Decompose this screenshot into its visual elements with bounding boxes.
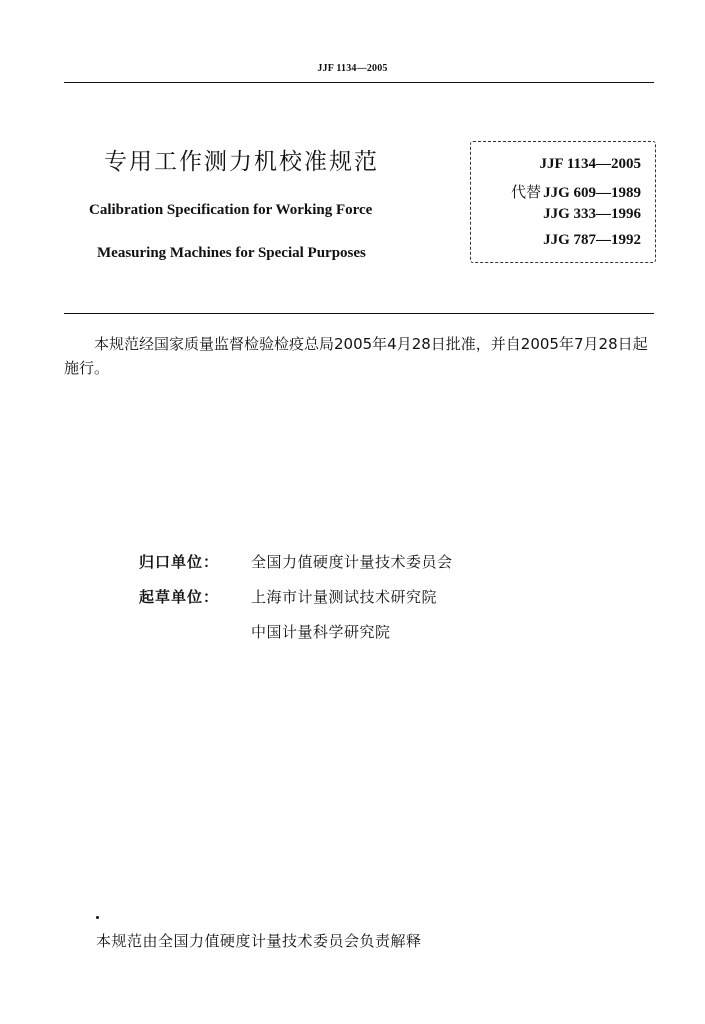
- standard-code-box: [470, 141, 656, 263]
- drafting-unit-value-1: 上海市计量测试技术研究院: [251, 588, 438, 606]
- title-english-line2: Measuring Machines for Special Purposes: [97, 245, 366, 261]
- header-code: JJF 1134—2005: [317, 63, 388, 74]
- responsible-unit-label: 归口单位：: [139, 553, 220, 571]
- title-rule: [64, 313, 654, 314]
- replaces-label: 代替: [511, 183, 542, 201]
- main-code: JJF 1134—2005: [539, 156, 641, 172]
- header-rule: [64, 82, 654, 83]
- footer-bullet: [96, 916, 99, 919]
- drafting-unit-value-2: 中国计量科学研究院: [251, 623, 391, 641]
- replaced-code-2: JJG 333—1996: [543, 206, 641, 222]
- replaces-line: [511, 181, 641, 202]
- title-chinese: 专用工作测力机校准规范: [104, 149, 379, 175]
- responsible-unit-value: 全国力值硬度计量技术委员会: [251, 553, 453, 571]
- title-english-line1: Calibration Specification for Working Force: [89, 202, 373, 218]
- drafting-unit-label: 起草单位：: [139, 588, 220, 606]
- replaced-code-3: JJG 787—1992: [543, 232, 641, 248]
- replaced-code-1: JJG 609—1989: [543, 185, 641, 201]
- footer-interpretation: 本规范由全国力值硬度计量技术委员会负责解释: [96, 932, 422, 950]
- approval-paragraph: 本规范经国家质量监督检验检疫总局2005年4月28日批准，并自2005年7月28日起施行。: [64, 335, 648, 377]
